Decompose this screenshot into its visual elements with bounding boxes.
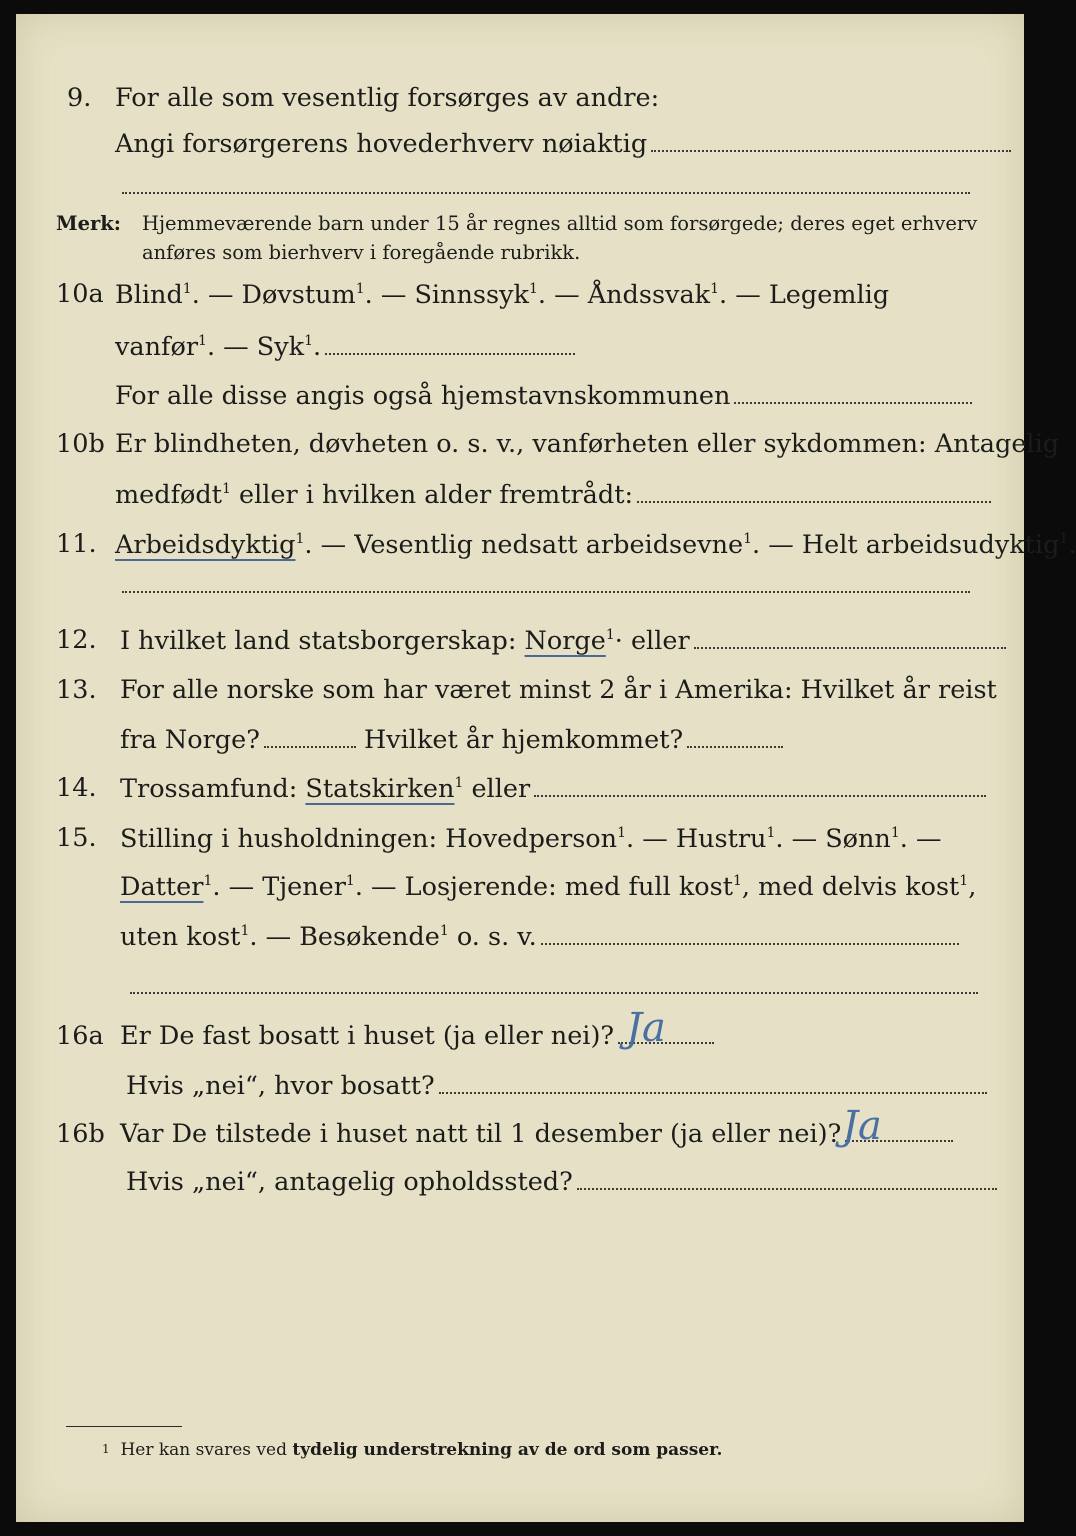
q16a-line-1: Er De fast bosatt i huset (ja eller nei)? bbox=[120, 1024, 714, 1050]
q16b-line-1: Var De tilstede i huset natt til 1 desember (ja eller nei)? bbox=[120, 1122, 953, 1148]
q10b-line-2: medfødt$^1$ eller i hvilken alder fremtrådt: bbox=[115, 482, 991, 509]
q16b-number: 16b bbox=[56, 1119, 105, 1149]
merk-label: Merk: bbox=[56, 212, 121, 235]
q10a-number: 10a bbox=[56, 279, 104, 309]
q15-line-1: Stilling i husholdningen: Hovedperson$^1$. — Hustru$^1$. — Sønn$^1$. — bbox=[120, 824, 942, 854]
q12-line: I hvilket land statsborgerskap: Norge$^1$· eller bbox=[120, 628, 1006, 655]
footnote-rule bbox=[66, 1426, 182, 1427]
q10a-line-2: vanfør$^1$. — Syk$^1$. bbox=[115, 334, 575, 361]
q15-line-3: uten kost$^1$. — Besøkende$^1$ o. s. v. bbox=[120, 924, 959, 951]
q9-text: For alle som vesentlig forsørges av andre: bbox=[115, 83, 660, 113]
q11-line: Arbeidsdyktig$^1$. — Vesentlig nedsatt arbeidsevne$^1$. — Helt arbeidsudyktig$^1$. bbox=[115, 530, 1076, 560]
q16a-line-2: Hvis „nei“, hvor bosatt? bbox=[126, 1074, 987, 1100]
q9-number: 9. bbox=[67, 83, 92, 113]
q10b-line-1: Er blindheten, døvheten o. s. v., vanførheten eller sykdommen: Antagelig bbox=[115, 429, 1060, 459]
q11-number: 11. bbox=[56, 529, 97, 559]
merk-text-line-1: Hjemmeværende barn under 15 år regnes alltid som forsørgede; deres eget erhverv bbox=[142, 212, 978, 235]
q13-line-2: fra Norge? Hvilket år hjemkommet? bbox=[120, 728, 783, 754]
census-form-page bbox=[16, 14, 1076, 1522]
q15-line-2: Datter$^1$. — Tjener$^1$. — Losjerende: med full kost$^1$, med delvis kost$^1$, bbox=[120, 872, 977, 902]
q16b-handwritten-answer: Ja bbox=[842, 1103, 882, 1149]
q16a-number: 16a bbox=[56, 1021, 104, 1051]
q16a-handwritten-answer: Ja bbox=[626, 1005, 666, 1051]
q15-number: 15. bbox=[56, 823, 97, 853]
q9-subtext: Angi forsørgerens hovederhverv nøiaktig bbox=[115, 132, 1011, 158]
merk-text-line-2: anføres som bierhverv i foregående rubrikk. bbox=[142, 241, 581, 264]
footnote: 1 Her kan svares ved tydelig understrekning av de ord som passer. bbox=[102, 1440, 723, 1460]
q12-number: 12. bbox=[56, 625, 97, 655]
q10a-line-1: Blind$^1$. — Døvstum$^1$. — Sinnssyk$^1$. — Åndssvak$^1$. — Legemlig bbox=[115, 280, 890, 310]
dotted-separator bbox=[122, 591, 970, 593]
dotted-separator bbox=[130, 992, 978, 994]
q13-number: 13. bbox=[56, 675, 97, 705]
q16b-line-2: Hvis „nei“, antagelig opholdssted? bbox=[126, 1170, 997, 1196]
q14-line: Trossamfund: Statskirken$^1$ eller bbox=[120, 776, 986, 803]
q14-number: 14. bbox=[56, 773, 97, 803]
q10b-number: 10b bbox=[56, 429, 105, 459]
q13-line-1: For alle norske som har været minst 2 år i Amerika: Hvilket år reist bbox=[120, 675, 997, 705]
dotted-separator bbox=[122, 192, 970, 194]
q10a-line-3: For alle disse angis også hjemstavnskommunen bbox=[115, 384, 972, 410]
